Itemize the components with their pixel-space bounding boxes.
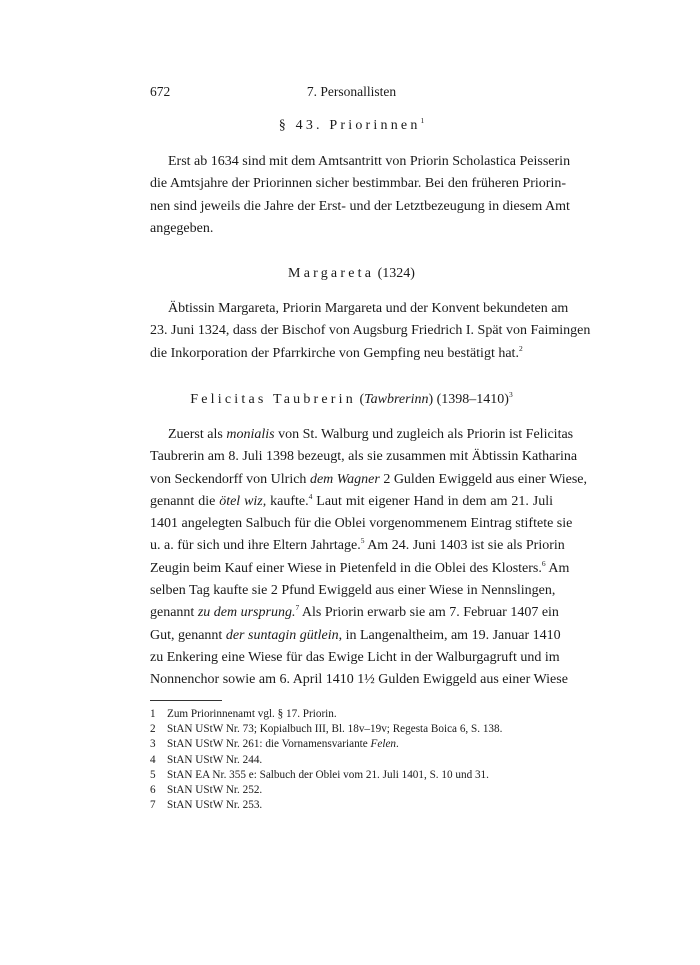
footnote-text: StAN UStW Nr. 261: die Vornamensvariante (167, 738, 371, 751)
footnote (150, 798, 553, 813)
footnote (150, 737, 553, 752)
text-line: die Amtsjahre der Priorinnen sicher bestimmbar. Bei den früheren Priorin- (150, 176, 567, 192)
text-run: 2 Gulden Ewiggeld aus einer Wiese, (379, 471, 587, 487)
felicitas-heading: Felicitas Taubrerin (Tawbrerinn) (1398–1410)$^3$ (190, 390, 513, 407)
margareta-paragraph (150, 298, 591, 365)
text-run-italic: ötel wiz, (219, 493, 267, 509)
footnote-number: 5 (150, 768, 156, 781)
footnote-ref: 1 (420, 116, 425, 125)
text-run-italic: der suntagin gütlein (225, 627, 339, 643)
footnote-italic: Felen (370, 738, 396, 751)
footnote-ref: 7 (295, 603, 300, 613)
footnote (150, 722, 553, 737)
footnote-number: 4 (150, 753, 156, 766)
text-line: selben Tag kaufte sie 2 Pfund Ewiggeld aus einer Wiese in Nennslingen, (150, 583, 556, 599)
footnote-ref: 4 (308, 491, 313, 501)
text-line: Nonnenchor sowie am 6. April 1410 1½ Gulden Ewiggeld aus einer Wiese (150, 672, 568, 688)
text-line-content: die Inkorporation der Pfarrkirche von Gempfing neu bestätigt hat. (150, 345, 519, 361)
text-run: Gut, genannt (150, 627, 226, 643)
footnote-text: StAN UStW Nr. 73; Kopialbuch III, Bl. 18v–19v; Regesta Boica 6, S. 138. (167, 723, 503, 736)
text-run: Am (545, 560, 570, 576)
intro-paragraph (150, 151, 571, 240)
page-number: 672 (150, 84, 171, 99)
footnote-ref: 3 (508, 390, 513, 399)
footnote-ref: 5 (360, 536, 365, 546)
footnote (150, 753, 553, 768)
text-run: kaufte. (266, 493, 309, 509)
text-line (150, 424, 574, 446)
footnote (150, 768, 553, 783)
text-line (150, 491, 553, 513)
margareta-heading (150, 266, 553, 282)
footnote (150, 707, 553, 722)
text-run: Als Priorin erwarb sie am 7. Februar 1407 ein (299, 605, 559, 621)
footnote-number: 3 (150, 738, 156, 751)
text-run: von Seckendorff von Ulrich (150, 471, 310, 487)
footnotes (150, 707, 553, 813)
text-run: Am 24. Juni 1403 ist sie als Priorin (364, 538, 565, 554)
footnote-text: StAN UStW Nr. 253. (167, 799, 263, 812)
text-line (150, 469, 587, 491)
footnote (150, 783, 553, 798)
footnote-text-end: . (396, 738, 399, 751)
page-header (150, 84, 553, 104)
text-line (150, 625, 561, 647)
footnote-number: 1 (150, 708, 156, 720)
text-line (150, 535, 565, 557)
text-line: Äbtissin Margareta, Priorin Margareta und der Konvent bekundeten am (168, 301, 569, 316)
footnote-text: StAN EA Nr. 355 e: Salbuch der Oblei vom 21. Juli 1401, S. 10 und 31. (167, 768, 489, 781)
text-run-italic: zu dem ursprung. (197, 605, 296, 621)
text-run: u. a. für sich und ihre Eltern Jahrtage. (150, 538, 361, 554)
text-line: angegeben. (150, 220, 214, 236)
text-run: Zeugin beim Kauf einer Wiese in Pietenfeld in die Oblei des Klosters. (150, 560, 542, 576)
footnote-ref: 6 (541, 558, 546, 568)
section-heading-text: § 43. Priorinnen (278, 118, 421, 133)
felicitas-paragraph (150, 424, 587, 692)
footnote-number: 7 (150, 799, 156, 812)
footnote-number: 6 (150, 783, 156, 796)
text-run: , in Langenaltheim, am 19. Januar 1410 (338, 627, 561, 643)
text-run: von St. Walburg und zugleich als Priorin ist Felicitas (274, 427, 574, 442)
text-line: zu Enkering eine Wiese für das Ewige Licht in der Walburgagruft und im (150, 649, 560, 665)
text-line (150, 602, 559, 624)
text-line (150, 558, 570, 580)
footnote-text: StAN UStW Nr. 244. (167, 753, 263, 766)
running-title: 7. Personallisten (306, 84, 397, 99)
text-run: genannt (150, 605, 198, 621)
text-line: Erst ab 1634 sind mit dem Amtsantritt von Priorin Scholastica Peisserin (168, 154, 571, 169)
text-run: genannt die (150, 493, 220, 509)
footnote-separator (150, 700, 222, 701)
text-line: 23. Juni 1324, dass der Bischof von Augsburg Friedrich I. Spät von Faimingen (150, 323, 591, 339)
entry-name: Margareta (288, 266, 375, 281)
section-heading (150, 118, 553, 134)
text-line: nen sind jeweils die Jahre der Erst- und der Letztbezeugung in diesem Amt (150, 198, 570, 214)
text-run: Laut mit eigener Hand in dem am 21. Juli (312, 493, 554, 509)
entry-dates: (1398–1410) (436, 392, 509, 407)
footnote-text: Zum Priorinnenamt vgl. § 17. Priorin. (167, 708, 337, 720)
text-run-italic: dem Wagner (309, 471, 380, 487)
entry-name: Felicitas Taubrerin (190, 392, 356, 407)
entry-dates: (1324) (377, 266, 415, 281)
text-run: Zuerst als (168, 427, 227, 442)
text-line: Taubrerin am 8. Juli 1398 bezeugt, als sie zusammen mit Äbtissin Katharina (150, 449, 578, 465)
text-line: 1401 angelegten Salbuch für die Oblei vorgenommenem Eintrag stiftete sie (150, 516, 573, 532)
footnote-number: 2 (150, 723, 156, 736)
text-line (150, 343, 553, 365)
text-run-italic: monialis (226, 427, 275, 442)
footnote-text: StAN UStW Nr. 252. (167, 783, 263, 796)
name-variant: Tawbrerinn (364, 392, 429, 407)
footnote-ref: 2 (518, 343, 523, 353)
